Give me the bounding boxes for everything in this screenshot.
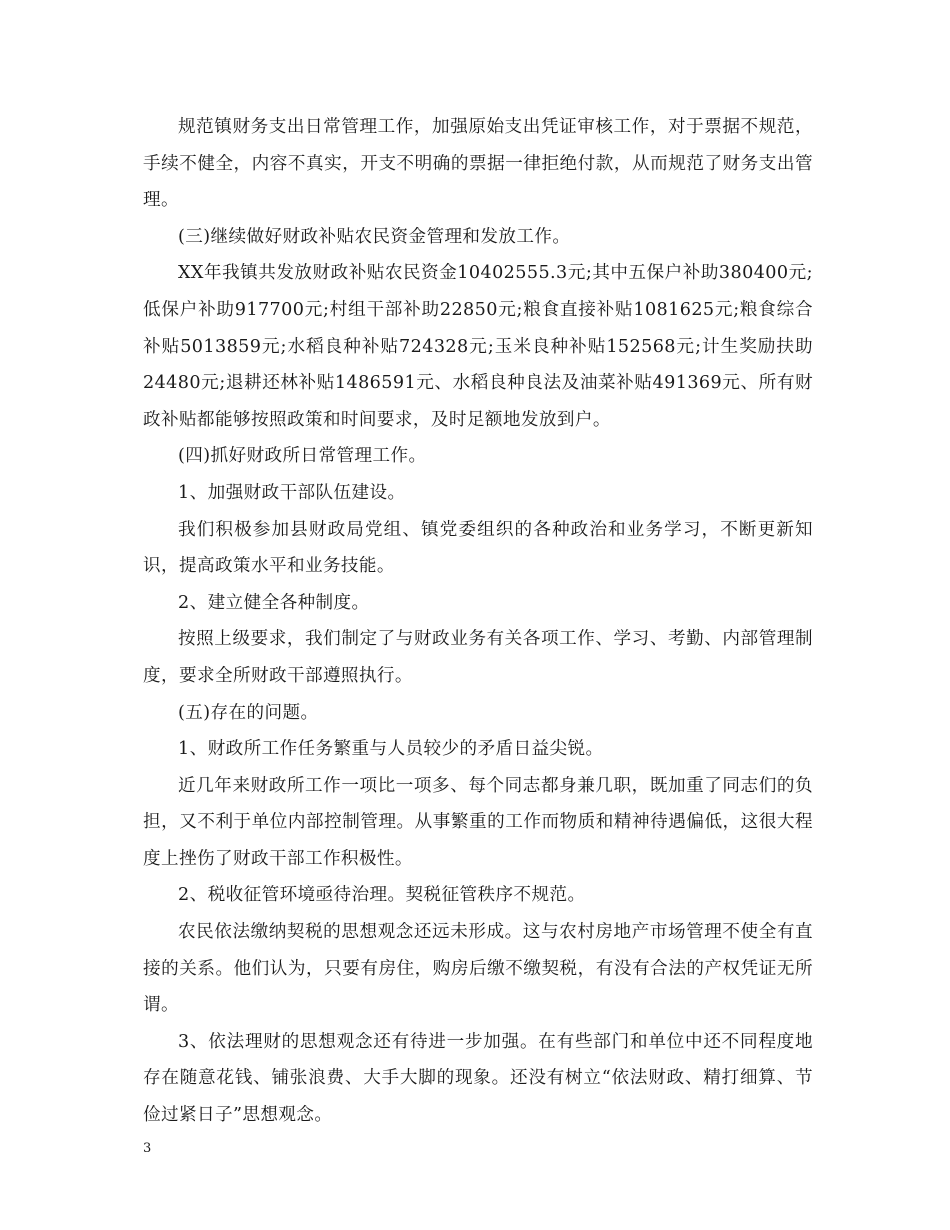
section-heading: (四)抓好财政所日常管理工作。: [178, 446, 427, 467]
paragraph: 3、依法理财的思想观念还有待进一步加强。在有些部门和单位中还不同程度地存在随意花钱、铺张浪费、大手大脚的现象。还没有树立“依法财政、精打细算、节俭过紧日子”思想观念。: [143, 1031, 813, 1126]
paragraph: 农民依法缴纳契税的思想观念还远未形成。这与农村房地产市场管理不使全有直接的关系。他们认为，只要有房住，购房后缴不缴契税，有没有合法的产权凭证无所谓。: [143, 922, 813, 1016]
section-heading: (三)继续做好财政补贴农民资金管理和发放工作。: [178, 226, 571, 247]
paragraph: XX年我镇共发放财政补贴农民资金10402555.3元;其中五保户补助380400元;低保户补助917700元;村组干部补助22850元;粮食直接补贴1081625元;粮食综合补贴5013859元;水稻良种补贴724328元;玉米良种补贴152568元;计生奖励扶助24480元;退耕还林补贴1486591元、水稻良种良法及油菜补贴491369元、所有财政补贴都能够按照政策和时间要求，及时足额地发放到户。: [143, 263, 813, 430]
paragraph: 规范镇财务支出日常管理工作，加强原始支出凭证审核工作，对于票据不规范，手续不健全，内容不真实，开支不明确的票据一律拒绝付款，从而规范了财务支出管理。: [143, 117, 813, 211]
subsection-heading: 2、建立健全各种制度。: [178, 592, 370, 613]
subsection-heading: 2、税收征管环境亟待治理。契税征管秩序不规范。: [178, 885, 586, 906]
subsection-heading: 1、加强财政干部队伍建设。: [178, 482, 406, 503]
section-heading: (五)存在的问题。: [178, 702, 319, 723]
paragraph: 近几年来财政所工作一项比一项多、每个同志都身兼几职，既加重了同志们的负担，又不利于单位内部控制管理。从事繁重的工作而物质和精神待遇偏低，这很大程度上挫伤了财政干部工作积极性。: [143, 775, 813, 869]
page-number: 3: [143, 1141, 152, 1156]
document-body: [143, 109, 813, 1134]
subsection-heading: 1、财政所工作任务繁重与人员较少的矛盾日益尖锐。: [178, 739, 604, 760]
paragraph: 我们积极参加县财政局党组、镇党委组织的各种政治和业务学习，不断更新知识，提高政策水平和业务技能。: [143, 519, 813, 577]
paragraph: 按照上级要求，我们制定了与财政业务有关各项工作、学习、考勤、内部管理制度，要求全所财政干部遵照执行。: [143, 629, 813, 686]
